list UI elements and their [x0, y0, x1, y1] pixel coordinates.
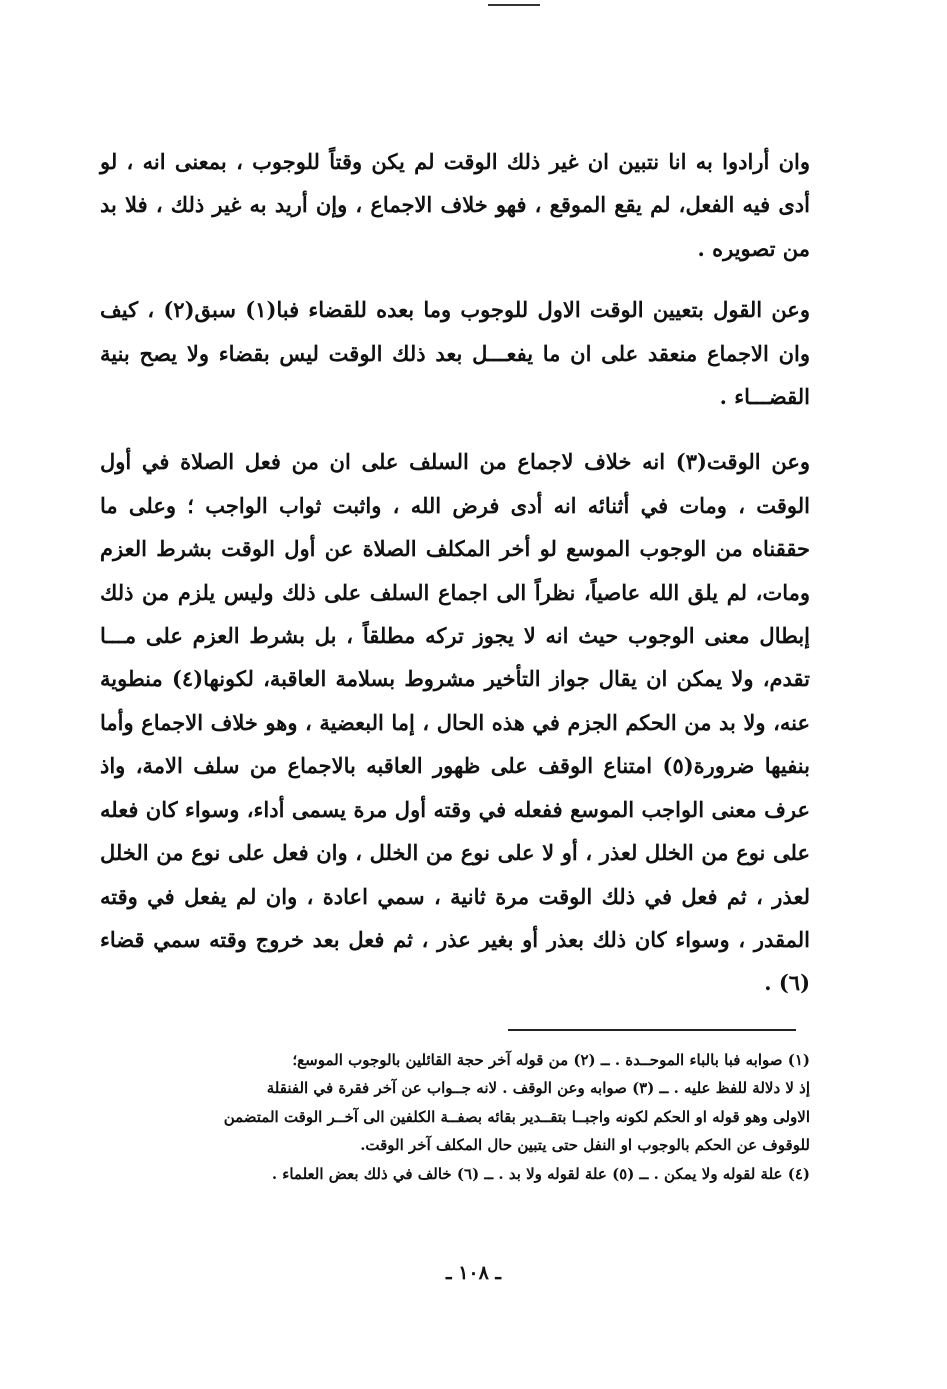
- paragraph-1: وان أرادوا به انا نتبين ان غير ذلك الوقت لم يكن وقتاً للوجوب ، بمعنى انه ، لو أدى فيه الفعل، لم يقع الموقع ، فهو خلاف الاجماع ، وإن أريد به غير ذلك ، فلا بد من تصويره .: [100, 149, 810, 261]
- footnote-line-1: (١) صوابه فبا بالباء الموحــدة . ــ (٢) من قوله آخر حجة القائلين بالوجوب الموسع؛: [292, 1051, 810, 1069]
- footnote-line-5: (٤) علة لقوله ولا يمكن . ــ (٥) علة لقوله ولا بد . ــ (٦) خالف في ذلك بعض العلماء .: [271, 1164, 810, 1183]
- main-text: [100, 140, 810, 1019]
- footnote-line-4: للوقوف عن الحكم بالوجوب او النفل حتى يتبين حال المكلف آخر الوقت.: [360, 1136, 810, 1155]
- top-edge-mark: [488, 4, 540, 6]
- footnote-line-3: الاولى وهو قوله او الحكم لكونه واجبــا بتقــدير بقائه بصفــة الكلفين الى آخــر الوقت المتضمن: [223, 1107, 810, 1126]
- footnote-line-2: إذ لا دلالة للفظ عليه . ــ (٣) صوابه وعن الوقف . لانه جــواب عن آخر فقرة في الفنقلة: [266, 1079, 810, 1098]
- page-number: ـ ١٠٨ ـ: [446, 1262, 501, 1284]
- footnote-divider: [508, 1029, 796, 1031]
- paragraph-2: وعن القول بتعيين الوقت الاول للوجوب وما بعده للقضاء فبا(١) سبق(٢) ، كيف وان الاجماع منعقد على ان ما يفعـــل بعد ذلك الوقت ليس بقضاء ولا يصح بنية القضـــاء .: [100, 297, 810, 410]
- paragraph-3: وعن الوقت(٣) انه خلاف لاجماع من السلف على ان من فعل الصلاة في أول الوقت ، ومات في أثنائه انه أدى فرض الله ، واثبت ثواب الواجب ؛ وعلى ما حققناه من الوجوب الموسع لو أخر المكلف الصلاة عن أول الوقت بشرط العزم ومات، لم يلق الله عاصياً، نظراً الى اجماع السلف على ذلك وليس يلزم من ذلك إبطال معنى الوجوب حيث انه لا يجوز تركه مطلقاً ، بل بشرط العزم على مـــا تقدم، ولا يمكن ان يقال جواز التأخير مشروط بسلامة العاقبة، لكونها(٤) منطوية عنه، ولا بد من الحكم الجزم في هذه الحال ، إما البعضية ، وهو خلاف الاجماع وأما بنفيها ضرورة(٥) امتناع الوقف على ظهور العاقبه بالاجماع من سلف الامة، واذ عرف معنى الواجب الموسع ففعله في وقته أول مرة يسمى أداء، وسواء كان فعله على نوع من الخلل لعذر ، أو لا على نوع من الخلل ، وان فعل على نوع من الخلل لعذر ، ثم فعل في ذلك الوقت مرة ثانية ، سمي اعادة ، وان لم يفعل في وقته المقدر ، وسواء كان ذلك بعذر أو بغير عذر ، ثم فعل بعد خروج وقته سمي قضاء (٦) .: [100, 449, 811, 996]
- footnotes: [100, 1046, 810, 1188]
